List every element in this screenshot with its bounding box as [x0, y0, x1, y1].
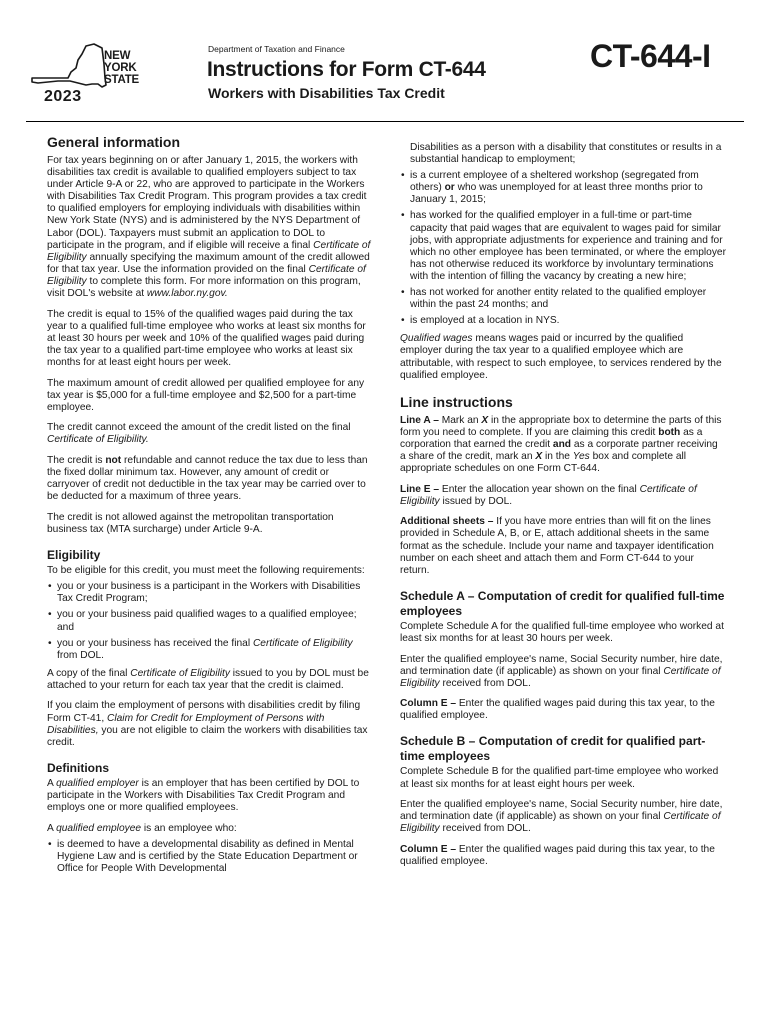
list-item: • you or your business is a participant in the Workers with Disabilities Tax Credit Program; — [47, 581, 372, 605]
general-info-paragraph-4: The credit cannot exceed the amount of the credit listed on the final Certificate of Eligibility. — [47, 422, 351, 446]
qualified-wages-definition: Qualified wages means wages paid or incurred by the qualified employer during the tax year to a qualified employee which are attributable, with respect to such employee, to services rendered by the qualified employee. — [400, 333, 722, 381]
schedule-b-paragraph-2: Enter the qualified employee's name, Social Security number, hire date, and termination date (if applicable) as shown on your final Certificate of Eligibility received from DOL. — [400, 799, 723, 835]
schedule-a-column-e: Column E – Enter the qualified wages paid during this tax year, to the qualified employee. — [400, 698, 715, 722]
page-title: Instructions for Form CT-644 — [207, 58, 486, 81]
dol-website-link[interactable]: www.labor.ny.gov. — [146, 288, 228, 300]
right-column — [400, 142, 726, 877]
form-number: CT-644-I — [590, 38, 711, 74]
list-item: • is deemed to have a developmental disability as defined in Mental Hygiene Law and is certified by the State Education Department or Office for People With Developmental — [47, 839, 372, 875]
line-a-instruction: Line A – Mark an X in the appropriate box to determine the parts of this form you need to complete. If you are claiming this credit both as a corporation that earned the credit and as a corporate partner receiving a share of the credit, mark an X in the Yes box and complete all appropriate schedules on one Form CT-644. — [400, 414, 722, 475]
line-instructions-heading: Line instructions — [400, 393, 513, 410]
schedule-a-paragraph-1: Complete Schedule A for the qualified full-time employee who worked at least six months for at least 30 hours per week. — [400, 620, 724, 644]
schedule-b-heading: Schedule B – Computation of credit for qualified part-time employees — [400, 734, 706, 764]
general-info-paragraph-3: The maximum amount of credit allowed per qualified employee for any tax year is $5,000 for a full-time employee and $2,500 for a part-time employee. — [47, 377, 365, 413]
general-information-heading: General information — [47, 134, 181, 150]
list-item: • is employed at a location in NYS. — [400, 315, 726, 327]
eligibility-intro: To be eligible for this credit, you must meet the following requirements: — [47, 565, 365, 577]
general-info-paragraph-6: The credit is not allowed against the metropolitan transportation business tax (MTA surcharge) under Article 9-A. — [47, 511, 334, 536]
schedule-a-paragraph-2: Enter the qualified employee's name, Social Security number, hire date, and termination date (if applicable) as shown on your final Certificate of Eligibility received from DOL. — [400, 653, 723, 689]
schedule-a-heading: Schedule A – Computation of credit for qualified full-time employees — [400, 588, 725, 618]
list-item: • you or your business has received the final Certificate of Eligibility from DOL. — [47, 638, 372, 662]
general-info-paragraph-5: The credit is not refundable and cannot reduce the tax due to less than the fixed dollar minimum tax. However, any amount of credit or carryover of credit not deductible in the tax year may be carried over to be deducted for a maximum of three years. — [47, 455, 368, 503]
nys-logo — [28, 38, 153, 110]
eligibility-heading: Eligibility — [47, 548, 101, 563]
logo-year: 2023 — [44, 88, 82, 105]
general-info-paragraph-1: For tax years beginning on or after January 1, 2015, the workers with disabilities tax credit is available to qualified employers subject to tax under Article 9-A or 22, who are approved to participate in the Workers with Disabilities Tax Credit Program. This program provides a tax credit to qualified employers for employing individuals with disabilities within New York State (NYS) and is administered by the NYS Department of Labor (DOL). Taxpayers must submit an application to DOL to participate in the program, and if eligible will receive a final Certificate of Eligibility annually specifying the maximum amount of the credit allowed for that tax year. Use the information provided on the final Certificate of Eligibility to complete this form. For more information on this program, visit DOL's website at www.labor.ny.gov. — [47, 155, 371, 300]
left-column — [47, 134, 372, 881]
logo-wordmark — [104, 50, 139, 86]
line-e-instruction: Line E – Enter the allocation year shown on the final Certificate of Eligibility issued by DOL. — [400, 483, 697, 507]
list-item: • has worked for the qualified employer in a full-time or part-time capacity that paid wages that are equivalent to wages paid for similar jobs, with appropriate adjustments for experience and training and for which no other employee has been terminated, or where the employer has not otherwise reduced its workforce by involuntary terminations with the intention of filling the vacancy by creating a new hire; — [400, 210, 726, 283]
definitions-heading: Definitions — [47, 760, 109, 775]
eligibility-paragraph-3: If you claim the employment of persons with disabilities credit by filing Form CT-41, Claim for Credit for Employment of Persons with Disabilities, you are not eligible to claim the workers with disabilities tax credit. — [47, 700, 368, 748]
logo-line-york: YORK — [104, 62, 137, 74]
logo-line-new: NEW — [104, 50, 131, 62]
page-subtitle: Workers with Disabilities Tax Credit — [208, 85, 445, 101]
schedule-b-column-e: Column E – Enter the qualified wages paid during this tax year, to the qualified employee. — [400, 843, 715, 868]
list-item: • has not worked for another entity related to the qualified employer within the past 24 months; and — [400, 287, 726, 311]
definition-qualified-employer: A qualified employer is an employer that has been certified by DOL to participate in the Workers with Disabilities Tax Credit Program and employs one or more qualified employees. — [47, 777, 360, 814]
eligibility-paragraph-2: A copy of the final Certificate of Eligibility issued to you by DOL must be attached to your return for each tax year that the credit is claimed. — [47, 667, 369, 691]
schedule-b-paragraph-1: Complete Schedule B for the qualified part-time employee who worked at least six months for at least eight hours per week. — [400, 766, 719, 790]
qualified-employee-list-continued — [400, 170, 726, 327]
eligibility-list — [47, 581, 372, 662]
logo-line-state: STATE — [104, 74, 139, 86]
general-info-paragraph-2: The credit is equal to 15% of the qualified wages paid during the tax year to a qualified full-time employee who works at least six months for at least 30 hours per week and 10% of the qualified wages paid during the tax year to a qualified part-time employee who works at least six months for at least eight hours per week. — [47, 308, 366, 368]
header-divider — [26, 121, 744, 122]
list-item: • you or your business paid qualified wages to a qualified employee; and — [47, 609, 372, 633]
definition-qualified-employee: A qualified employee is an employee who: — [47, 822, 237, 834]
continued-bullet-text: Disabilities as a person with a disability that constitutes or results in a substantial handicap to employment; — [410, 142, 722, 166]
list-item: • is a current employee of a sheltered workshop (segregated from others) or who was unemployed for at least three months prior to January 1, 2015; — [400, 170, 726, 206]
qualified-employee-list — [47, 839, 372, 875]
additional-sheets-instruction: Additional sheets – If you have more entries than will fit on the lines provided in Schedule A, B, or E, attach additional sheets in the same format as the schedule. Include your name and taxpayer identification number on each sheet and attach them and Form CT-644 to your return. — [400, 516, 714, 576]
department-name: Department of Taxation and Finance — [208, 44, 345, 54]
